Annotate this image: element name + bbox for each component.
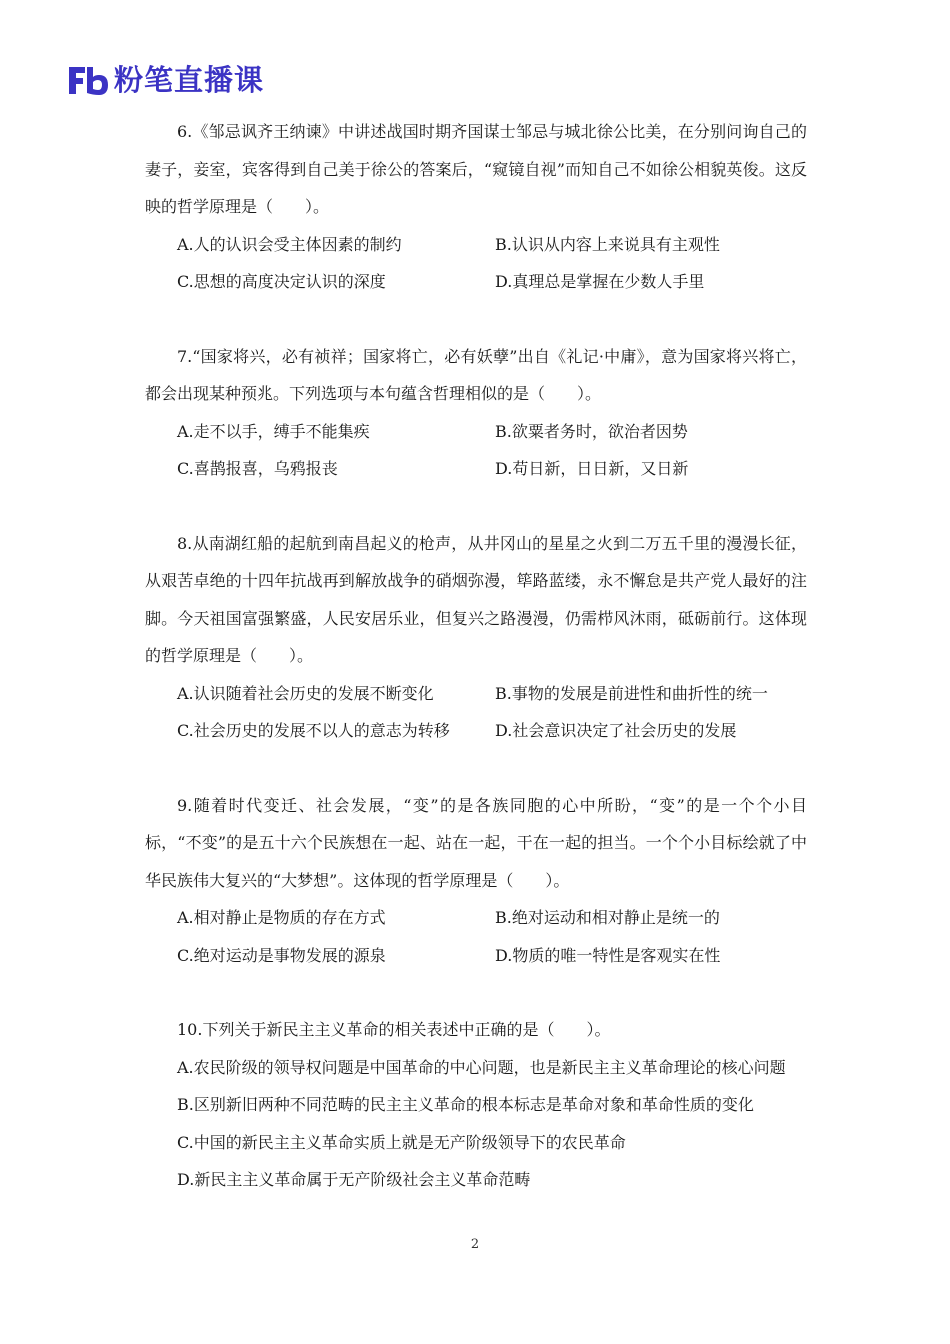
question-stem: 8.从南湖红船的起航到南昌起义的枪声，从井冈山的星星之火到二万五千里的漫漫长征，从艰苦卓绝的十四年抗战再到解放战争的硝烟弥漫，筚路蓝缕，永不懈怠是共产党人最好的注脚。今天祖国富强繁盛，人民安居乐业，但复兴之路漫漫，仍需栉风沐雨，砥砺前行。这体现的哲学原理是（ ）。 (145, 533, 807, 665)
question-8 (145, 525, 807, 750)
option-row (145, 450, 807, 488)
option-c: C.中国的新民主主义革命实质上就是无产阶级领导下的农民革命 (177, 1132, 626, 1152)
question-list (145, 113, 807, 1199)
spacer (145, 750, 807, 787)
option-b: B.事物的发展是前进性和曲折性的统一 (495, 683, 768, 703)
question-stem: 7.“国家将兴，必有祯祥；国家将亡，必有妖孽”出自《礼记·中庸》，意为国家将兴将亡，都会出现某种预兆。下列选项与本句蕴含哲理相似的是（ ）。 (145, 346, 807, 403)
option-d: D.物质的唯一特性是客观实在性 (495, 945, 721, 965)
header (66, 62, 264, 98)
spacer (145, 974, 807, 1011)
page-number: 2 (470, 1237, 480, 1252)
option-row (145, 413, 807, 451)
option-a: A.人的认识会受主体因素的制约 (177, 234, 402, 254)
option-d: D.社会意识决定了社会历史的发展 (495, 721, 737, 740)
question-9 (145, 787, 807, 975)
option-row (145, 226, 807, 264)
spacer (145, 488, 807, 525)
option-row (145, 263, 807, 301)
option-row (145, 899, 807, 937)
option-c: C.喜鹊报喜，乌鸦报丧 (177, 459, 338, 478)
question-stem: 6.《邹忌讽齐王纳谏》中讲述战国时期齐国谋士邹忌与城北徐公比美，在分别问询自己的妻子，妾室，宾客得到自己美于徐公的答案后，“窥镜自视”而知自己不如徐公相貌英俊。这反映的哲学原理是（ ）。 (145, 122, 807, 216)
option-row (145, 937, 807, 975)
option-b: B.认识从内容上来说具有主观性 (495, 234, 720, 254)
option-b: B.区别新旧两种不同范畴的民主主义革命的根本标志是革命对象和革命性质的变化 (177, 1095, 754, 1114)
option-a: A.走不以手，缚手不能集疾 (177, 421, 370, 441)
option-b: B.欲粟者务时，欲治者因势 (495, 421, 688, 441)
option-a: A.相对静止是物质的存在方式 (177, 908, 386, 927)
spacer (145, 301, 807, 338)
option-d: D.真理总是掌握在少数人手里 (495, 272, 705, 291)
question-stem: 9.随着时代变迁、社会发展，“变”的是各族同胞的心中所盼，“变”的是一个个小目标，“不变”的是五十六个民族想在一起、站在一起，干在一起的担当。一个个小目标绘就了中华民族伟大复兴的“大梦想”。这体现的哲学原理是（ ）。 (145, 795, 807, 890)
option-c: C.社会历史的发展不以人的意志为转移 (177, 721, 450, 740)
brand-name: 粉笔直播课 (114, 63, 265, 97)
option-b: B.绝对运动和相对静止是统一的 (495, 908, 720, 927)
option-row (145, 675, 807, 713)
option-row (145, 712, 807, 750)
option-c: C.绝对运动是事物发展的源泉 (177, 945, 386, 965)
option-a: A.认识随着社会历史的发展不断变化 (177, 683, 434, 703)
question-stem: 10.下列关于新民主主义革命的相关表述中正确的是（ ）。 (177, 1020, 611, 1039)
option-c: C.思想的高度决定认识的深度 (177, 272, 386, 291)
fb-logo-icon (66, 62, 110, 98)
option-d: D.新民主主义革命属于无产阶级社会主义革命范畴 (177, 1170, 531, 1189)
question-6 (145, 113, 807, 301)
question-7 (145, 338, 807, 488)
option-a: A.农民阶级的领导权问题是中国革命的中心问题，也是新民主主义革命理论的核心问题 (177, 1057, 786, 1077)
question-10 (145, 1011, 807, 1199)
option-d: D.苟日新，日日新，又日新 (495, 459, 689, 478)
